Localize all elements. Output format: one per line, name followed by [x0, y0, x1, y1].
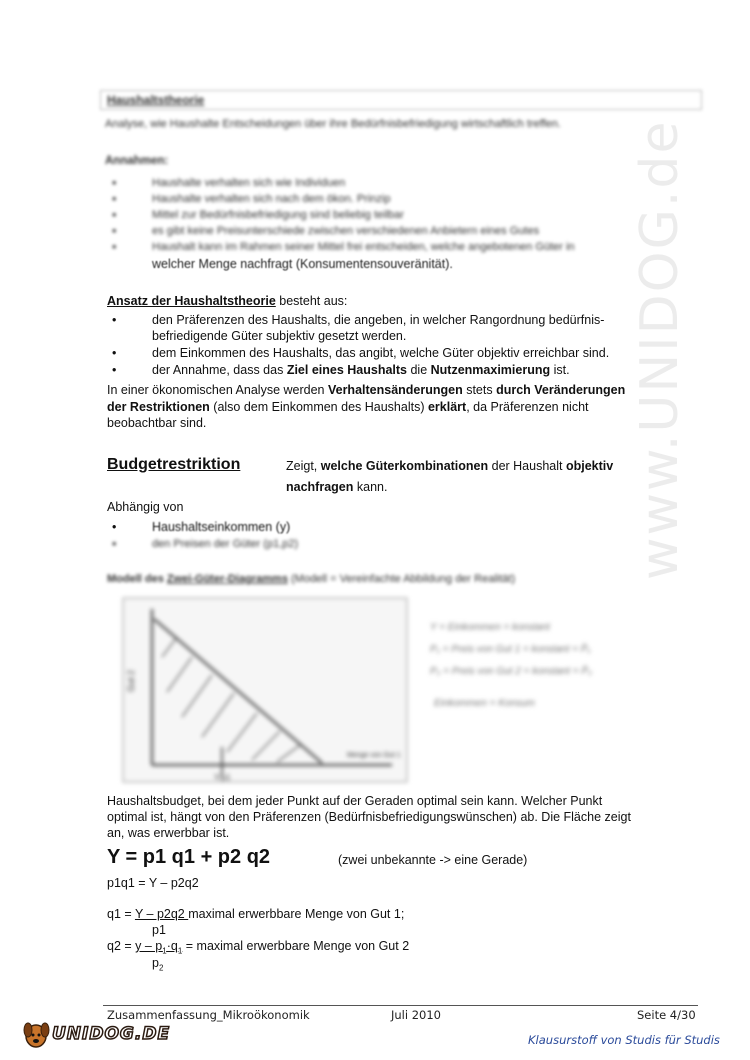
budget-abhaengig: Abhängig von: [107, 500, 184, 514]
ansatz-para-l3: beobachtbar sind.: [107, 416, 207, 430]
text-run: Zeigt,: [286, 459, 321, 473]
bullet-dot: •: [112, 537, 117, 551]
ansatz-item1-l2: befriedigende Güter subjektiv gesetzt werden.: [152, 329, 407, 343]
fraction-denominator: p1: [152, 923, 166, 937]
bullet-dot: •: [112, 240, 117, 254]
text-run: y – p: [135, 939, 163, 953]
annahmen-item: Mittel zur Bedürfnisbefriedigung sind beliebig teilbar: [152, 209, 404, 221]
text-run: (also dem Einkommen des Haushalts): [209, 400, 428, 414]
footer-left: Zusammenfassung_Mikroökonomik: [107, 1008, 310, 1022]
text-run: der Annahme, dass das: [152, 363, 287, 377]
section-title: Haushaltstheorie: [107, 93, 205, 107]
annahmen-item: Haushalte verhalten sich wie Individuen: [152, 177, 346, 189]
text-run: In einer ökonomischen Analyse werden: [107, 383, 328, 397]
text-run: , da Präferenzen nicht: [466, 400, 589, 414]
text-run-bold: Verhaltensänderungen: [327, 383, 463, 397]
budget-item: den Preisen der Güter (p1,p2): [152, 538, 299, 550]
annahmen-item: Haushalt kann im Rahmen seiner Mittel frei entscheiden, welche angebotenen Güter in: [152, 241, 575, 253]
dog-ear-icon: [24, 1023, 32, 1037]
annahmen-item: Haushalte verhalten sich nach dem ökon. Prinzip: [152, 193, 391, 205]
note-line: Einkommen = Konsum: [434, 698, 535, 709]
ansatz-heading: Ansatz der Haushaltstheorie: [107, 294, 276, 308]
bullet-dot: •: [112, 176, 117, 190]
main-formula: Y = p1 q1 + p2 q2: [107, 846, 271, 868]
text-run: der Haushalt: [488, 459, 566, 473]
note-line: P₁ = Preis von Gut 1 = konstant = P̄₁: [430, 644, 591, 655]
text-run: = maximal erwerbbare Menge von Gut 2: [182, 939, 410, 953]
text-run-bold: Zwei-Güter-Diagramms: [166, 573, 288, 585]
text-run: q2 =: [107, 939, 136, 953]
footer-center: Juli 2010: [391, 1008, 441, 1022]
footer-rule: [103, 1005, 698, 1006]
subscript: 1: [162, 946, 167, 956]
modell-heading: [107, 572, 515, 587]
text-run: ist.: [550, 363, 570, 377]
budget-desc-l2: [286, 480, 387, 495]
bullet-dot: •: [112, 346, 117, 360]
subscript: 2: [158, 963, 164, 973]
note-line: Y = Einkommen = konstant: [430, 622, 550, 633]
text-run-bold: objektiv: [565, 459, 614, 473]
watermark: www.UNIDOG.de: [630, 119, 690, 580]
ansatz-para-l1: [107, 383, 625, 398]
text-run-bold: der Restriktionen: [107, 400, 210, 414]
budget-desc-l1: [286, 459, 613, 474]
ansatz-item2: dem Einkommen des Haushalts, das angibt, welche Güter objektiv erreichbar sind.: [152, 346, 610, 360]
formula-note: (zwei unbekannte -> eine Gerade): [338, 853, 528, 867]
dog-ear-icon: [41, 1023, 49, 1037]
text-run: (Modell = Vereinfachte Abbildung der Realität): [287, 573, 516, 585]
axis-label-x: Menge von Gut 1: [347, 752, 401, 759]
text-run: ·q: [166, 939, 178, 953]
diagram-notes: [420, 600, 690, 720]
bullet-dot: •: [112, 208, 117, 222]
dog-nose-icon: [33, 1039, 39, 1043]
logo-text: UNIDOG.DE: [52, 1024, 171, 1044]
text-run-bold: Modell des: [107, 573, 167, 585]
footer-tagline: Klausurstoff von Studis für Studis: [528, 1033, 720, 1047]
ansatz-heading-rest: besteht aus:: [275, 294, 348, 308]
explain-l3: an, was erwerbbar ist.: [107, 826, 230, 840]
annahmen-item: es gibt keine Preisunterschiede zwischen verschiedenen Anbietern eines Gutes: [152, 225, 540, 237]
text-run: die: [407, 363, 431, 377]
x-mark-label: Y/p1: [214, 773, 231, 782]
equation-1: p1q1 = Y – p2q2: [107, 876, 199, 890]
bullet-dot: •: [112, 224, 117, 238]
fraction-denominator: [152, 956, 163, 976]
ansatz-item1-l1: den Präferenzen des Haushalts, die angeben, in welcher Rangordnung bedürfnis-: [152, 313, 605, 327]
footer-right: Seite 4/30: [637, 1008, 696, 1022]
text-run-bold: erklärt: [427, 400, 467, 414]
explain-l2: optimal ist, hängt von den Präferenzen (Bedürfnisbefriedigungswünschen) ab. Die Fläche zeigt: [107, 810, 631, 824]
budget-item: Haushaltseinkommen (y): [152, 520, 291, 534]
fraction-numerator: Y – p2q2: [134, 907, 189, 921]
ansatz-item3: [152, 363, 570, 378]
explain-l1: Haushaltsbudget, bei dem jeder Punkt auf der Geraden optimal sein kann. Welcher Punkt: [107, 794, 603, 808]
bullet-dot: •: [112, 520, 117, 534]
annahmen-heading: Annahmen:: [105, 155, 169, 167]
ansatz-para-l2: [107, 400, 589, 415]
annahmen-continuation: welcher Menge nachfragt (Konsumentensouveränität).: [152, 257, 453, 271]
text-run: maximal erwerbbare Menge von Gut 1;: [188, 907, 405, 921]
subscript: 1: [177, 946, 183, 956]
fraction-numerator: [135, 939, 183, 956]
dog-eye-icon: [38, 1034, 41, 1037]
text-run: kann.: [353, 480, 388, 494]
bullet-dot: •: [112, 363, 117, 377]
section-title-box: [100, 90, 702, 110]
budget-heading: Budgetrestriktion: [107, 456, 241, 473]
equation-2: [107, 907, 404, 922]
text-run: q1 =: [107, 907, 135, 921]
text-run-bold: durch Veränderungen: [496, 383, 626, 397]
dog-eye-icon: [32, 1034, 35, 1037]
text-run-bold: welche Güterkombinationen: [320, 459, 489, 473]
axis-label-y: Gut 2: [126, 669, 136, 692]
text-run-bold: Nutzenmaximierung: [430, 363, 551, 377]
text-run-bold: nachfragen: [286, 480, 354, 494]
budget-diagram: [122, 597, 408, 783]
text-run-bold: Ziel eines Haushalts: [286, 363, 407, 377]
text-run: stets: [462, 383, 497, 397]
bullet-dot: •: [112, 192, 117, 206]
bullet-dot: •: [112, 313, 117, 327]
text-run: p: [152, 956, 159, 970]
section-subtitle: Analyse, wie Haushalte Entscheidungen über ihre Bedürfnisbefriedigung wirtschaftlich treffen.: [105, 118, 561, 130]
note-line: P₂ = Preis von Gut 2 = konstant = P̄₂: [430, 666, 592, 677]
ansatz-heading-line: [107, 294, 347, 309]
